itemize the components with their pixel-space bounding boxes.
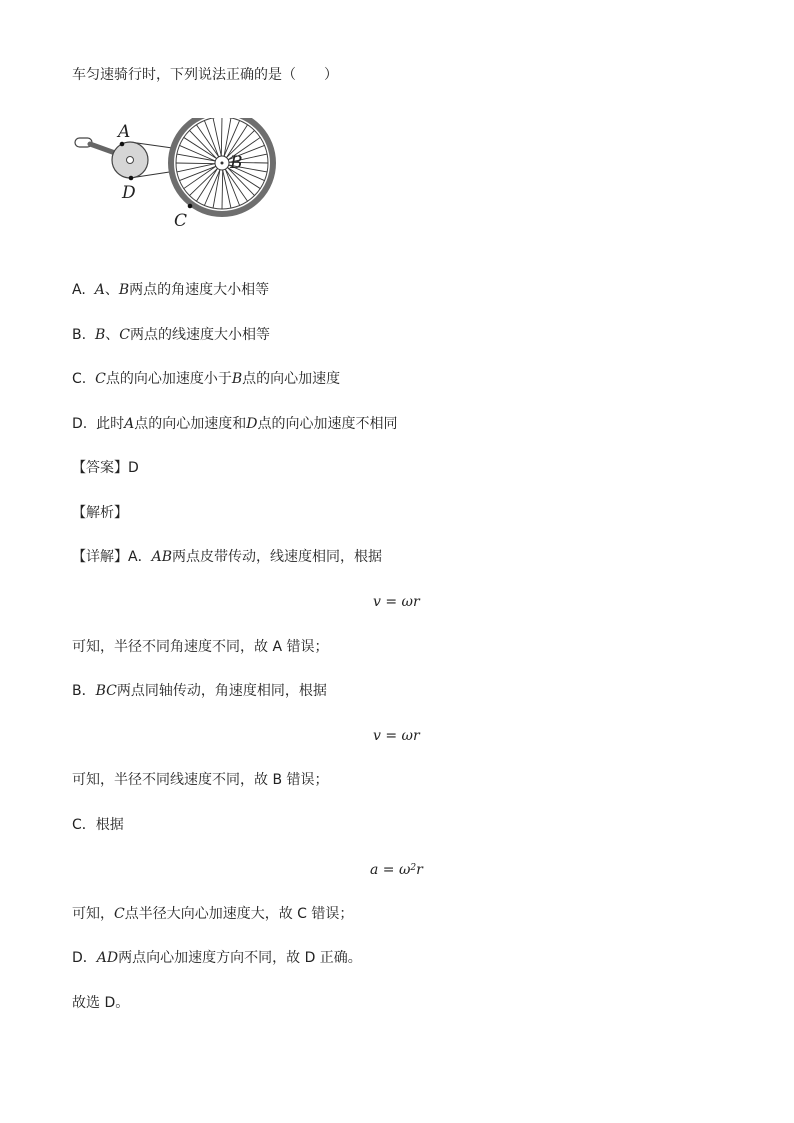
detail-b-line: B．BC两点同轴传动，角速度相同，根据 bbox=[72, 683, 327, 699]
analysis-label: 【解析】 bbox=[72, 505, 128, 521]
point-c-dot bbox=[188, 204, 193, 209]
detail-a-conclusion: 可知，半径不同角速度不同，故 A 错误； bbox=[72, 639, 329, 655]
bicycle-diagram bbox=[72, 118, 292, 238]
option-a[interactable]: A. A、B两点的角速度大小相等 bbox=[72, 282, 270, 298]
equation-1: v = ωr bbox=[373, 594, 420, 610]
label-d: D bbox=[122, 183, 136, 203]
detail-d-line: D．AD两点向心加速度方向不同，故 D 正确。 bbox=[72, 950, 362, 966]
option-d[interactable]: D. 此时A点的向心加速度和D点的向心加速度不相同 bbox=[72, 416, 398, 432]
hub-center bbox=[221, 162, 224, 165]
question-stem: 车匀速骑行时，下列说法正确的是（ ） bbox=[72, 67, 338, 83]
equation-3: $a = \omega^2r$ bbox=[370, 862, 423, 878]
detail-c-conclusion: 可知，C点半径大向心加速度大，故 C 错误； bbox=[72, 906, 354, 922]
final-choice: 故选 D。 bbox=[72, 995, 130, 1011]
option-c[interactable]: C. C点的向心加速度小于B点的向心加速度 bbox=[72, 371, 341, 387]
sprocket-axle bbox=[127, 157, 134, 164]
equation-2: v = ωr bbox=[373, 728, 420, 744]
detail-b-conclusion: 可知，半径不同线速度不同，故 B 错误； bbox=[72, 772, 329, 788]
point-a-dot bbox=[120, 142, 125, 147]
point-d-dot bbox=[129, 176, 134, 181]
answer-line bbox=[72, 458, 139, 478]
answer-label: 【答案】 bbox=[72, 460, 128, 476]
detail-c-line: C．根据 bbox=[72, 817, 124, 833]
detail-label: 【详解】 bbox=[72, 549, 128, 565]
answer-value: D bbox=[128, 460, 139, 476]
label-a: A bbox=[118, 122, 131, 142]
label-c: C bbox=[174, 211, 188, 231]
detail-a-line: 【详解】A．AB两点皮带传动，线速度相同，根据 bbox=[72, 549, 382, 565]
option-b[interactable]: B. B、C两点的线速度大小相等 bbox=[72, 327, 270, 343]
label-b: B bbox=[230, 153, 243, 173]
